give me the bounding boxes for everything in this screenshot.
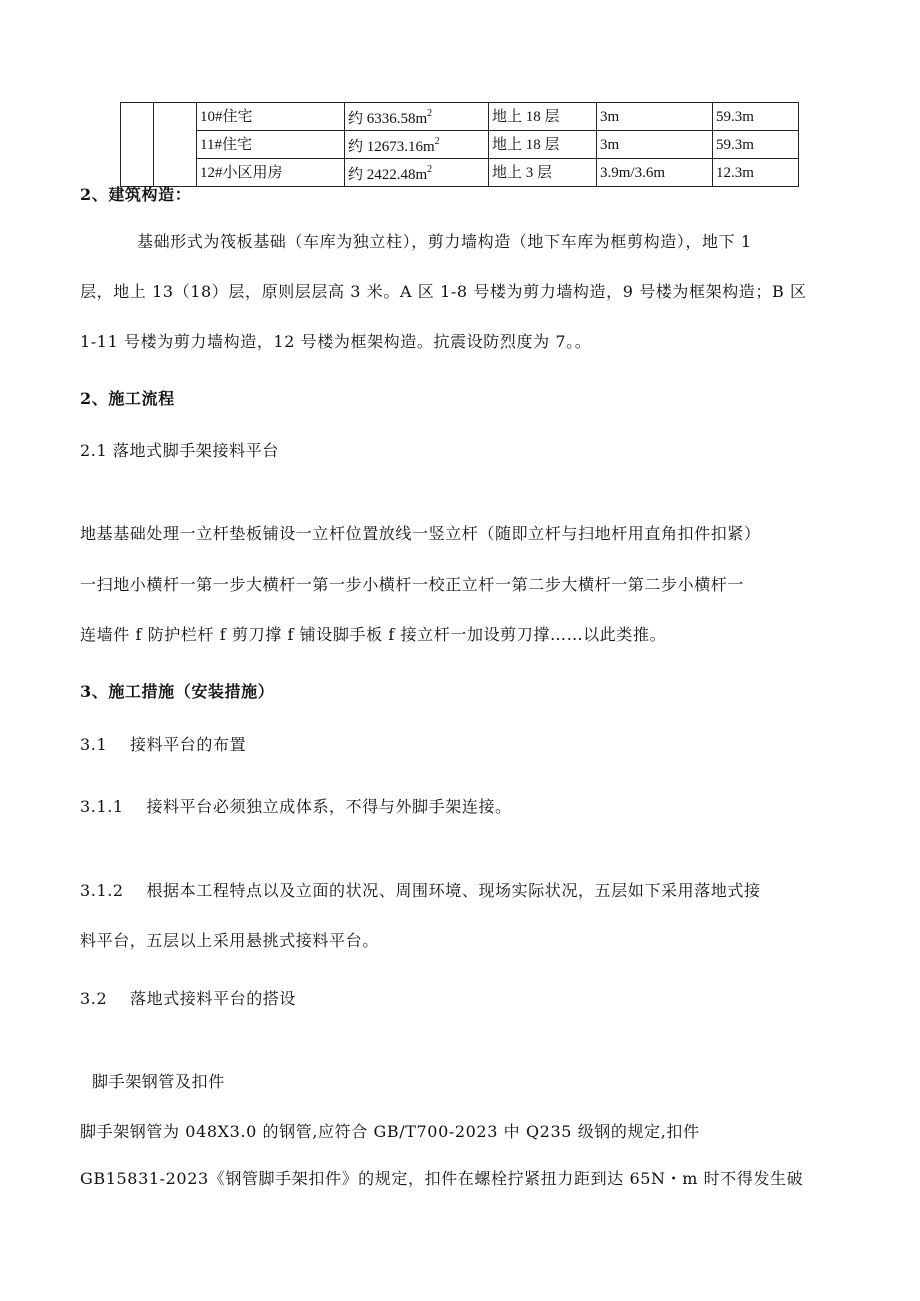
table-cell-total-height: 59.3m	[713, 131, 799, 159]
table-cell-building: 11#住宅	[197, 131, 345, 159]
table-cell-empty	[154, 103, 197, 187]
paragraph-line: 基础形式为筏板基础（车库为独立柱），剪力墙构造（地下车库为框剪构造），地下 1	[137, 232, 752, 251]
paragraph-line: 3.1.1 接料平台必须独立成体系，不得与外脚手架连接。	[80, 797, 512, 816]
paragraph-line: 料平台，五层以上采用悬挑式接料平台。	[80, 931, 379, 950]
paragraph-line: 一扫地小横杆一第一步大横杆一第一步小横杆一校正立杆一第二步大横杆一第二步小横杆一	[80, 575, 745, 594]
paragraph-line: GB15831-2023《钢管脚手架扣件》的规定，扣件在螺栓拧紧扭力距到达 65N・m 时不得发生破	[80, 1169, 804, 1188]
table-row	[121, 159, 799, 187]
table-cell-area: 约 $2422.48m^2$	[345, 159, 489, 187]
table-cell-building: 10#住宅	[197, 103, 345, 131]
paragraph-line: 连墙件 f 防护栏杆 f 剪刀撑 f 铺设脚手板 f 接立杆一加设剪刀撑……以此类推。	[80, 625, 667, 644]
table-cell-building: 12#小区用房	[197, 159, 345, 187]
table-cell-floors: 地上 3 层	[489, 159, 597, 187]
table-cell-storey-height: 3.9m/3.6m	[597, 159, 713, 187]
sub-heading: 2.1 落地式脚手架接料平台	[80, 441, 279, 460]
paragraph-line: 脚手架钢管为 048X3.0 的钢管,应符合 GB/T700-2023 中 Q235 级钢的规定,扣件	[80, 1122, 700, 1141]
table-row	[121, 131, 799, 159]
paragraph-line: 3.1.2 根据本工程特点以及立面的状况、周围环境、现场实际状况，五层如下采用落地式接	[80, 881, 761, 900]
section-heading-flow: 2、施工流程	[80, 389, 175, 408]
table-cell-storey-height: 3m	[597, 103, 713, 131]
table-cell-storey-height: 3m	[597, 131, 713, 159]
section-heading-measures: 3、施工措施（安装措施）	[80, 682, 275, 701]
table-cell-total-height: 59.3m	[713, 103, 799, 131]
table-cell-area: 约 $6336.58m^2$	[345, 103, 489, 131]
table-cell-floors: 地上 18 层	[489, 103, 597, 131]
sub-heading: 3.1 接料平台的布置	[80, 735, 247, 754]
sub-title: 脚手架钢管及扣件	[92, 1072, 225, 1091]
sub-heading: 3.2 落地式接料平台的搭设	[80, 989, 296, 1008]
section-heading-structure: 2、建筑构造：	[80, 185, 192, 204]
paragraph-line: 层，地上 13（18）层，原则层层高 3 米。A 区 1-8 号楼为剪力墙构造，9 号楼为框架构造；B 区	[80, 282, 807, 301]
table-cell-total-height: 12.3m	[713, 159, 799, 187]
building-table	[120, 102, 799, 187]
table-row	[121, 103, 799, 131]
table-cell-area: 约 $12673.16m^2$	[345, 131, 489, 159]
table-cell-empty	[121, 103, 154, 187]
table-cell-floors: 地上 18 层	[489, 131, 597, 159]
paragraph-line: 地基基础处理一立杆垫板铺设一立杆位置放线一竖立杆（随即立杆与扫地杆用直角扣件扣紧）	[80, 524, 761, 543]
paragraph-line: 1-11 号楼为剪力墙构造，12 号楼为框架构造。抗震设防烈度为 7。。	[80, 332, 592, 351]
